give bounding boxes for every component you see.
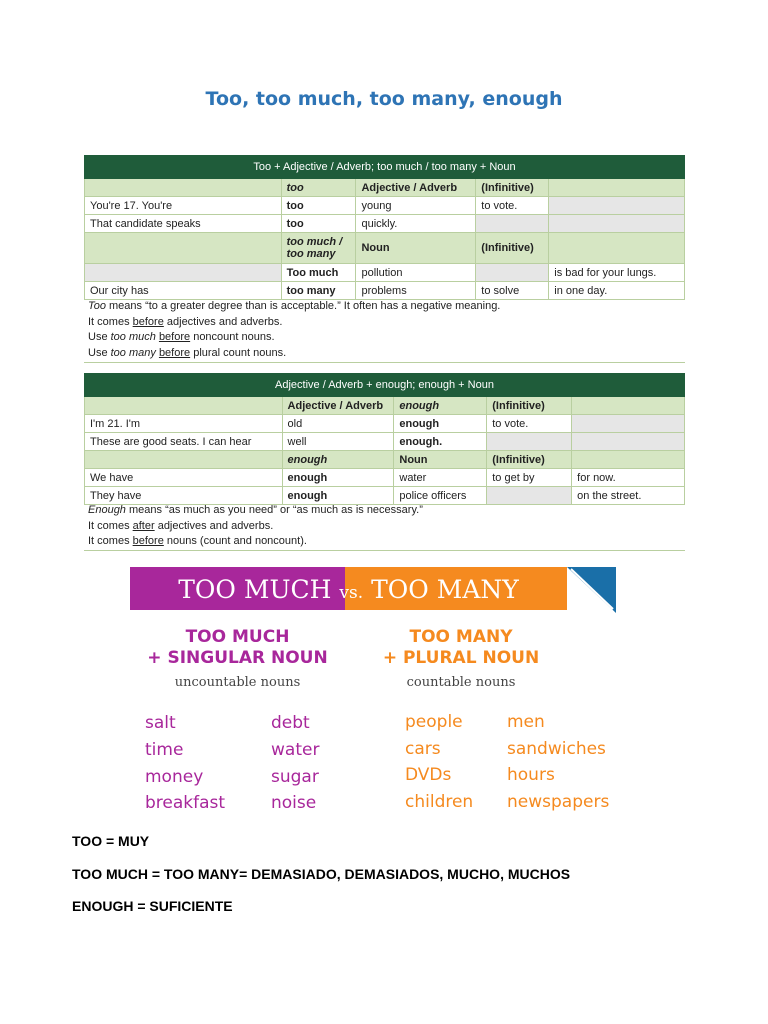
- table-header: Adjective / Adverb + enough; enough + Noun: [85, 374, 685, 397]
- countable-label: countable nouns: [406, 675, 516, 690]
- page-title: Too, too much, too many, enough: [205, 88, 563, 110]
- col-header: Noun: [394, 451, 487, 469]
- infographic-banner: TOO MUCH vs. TOO MANY: [178, 575, 519, 604]
- table-row: These are good seats. I can hear well enough.: [85, 433, 685, 451]
- noun-word: salt: [145, 713, 176, 733]
- noun-word: DVDs: [405, 765, 452, 785]
- col-header: enough: [394, 397, 487, 415]
- noun-word: money: [145, 767, 204, 787]
- translation-line: TOO = MUY: [72, 833, 150, 849]
- col-header: too much / too many: [281, 233, 356, 264]
- translation-line: ENOUGH = SUFICIENTE: [72, 898, 233, 914]
- enough-grammar-table: [84, 373, 685, 505]
- noun-word: newspapers: [507, 792, 610, 812]
- noun-word: hours: [507, 765, 555, 785]
- noun-word: time: [145, 740, 184, 760]
- noun-word: children: [405, 792, 474, 812]
- table-header: Too + Adjective / Adverb; too much / too many + Noun: [85, 156, 685, 179]
- divider: [84, 362, 685, 363]
- col-header: (Infinitive): [476, 179, 549, 197]
- col-header: Noun: [356, 233, 476, 264]
- col-header: (Infinitive): [487, 397, 572, 415]
- table-row: You're 17. You're too young to vote.: [85, 197, 685, 215]
- col-header: Adjective / Adverb: [356, 179, 476, 197]
- corner-triangle-icon: [567, 567, 616, 613]
- noun-word: noise: [271, 793, 317, 813]
- enough-notes: Enough means “as much as you need” or “as much as is necessary.” It comes after adjectives and adverbs. It comes before nouns (count and noncount).: [88, 504, 423, 547]
- table-row: That candidate speaks too quickly.: [85, 215, 685, 233]
- noun-word: water: [271, 740, 320, 760]
- noun-word: men: [507, 712, 545, 732]
- col-header: too: [281, 179, 356, 197]
- table-row: I'm 21. I'm old enough to vote.: [85, 415, 685, 433]
- noun-word: sugar: [271, 767, 319, 787]
- too-much-vs-too-many-infographic: [130, 567, 616, 822]
- uncountable-label: uncountable nouns: [174, 675, 301, 690]
- too-much-heading: TOO MUCH + SINGULAR NOUN: [147, 627, 328, 668]
- noun-word: sandwiches: [507, 739, 606, 759]
- noun-word: people: [405, 712, 463, 732]
- translation-line: TOO MUCH = TOO MANY= DEMASIADO, DEMASIADOS, MUCHO, MUCHOS: [72, 866, 571, 882]
- table-row: They have enough police officers on the street.: [85, 487, 685, 505]
- col-header: (Infinitive): [487, 451, 572, 469]
- too-notes: Too means “to a greater degree than is acceptable.” It often has a negative meaning. It comes before adjectives and adverbs. Use too much before noncount nouns. Use too many before plural count nouns.: [88, 300, 501, 359]
- table-row: We have enough water to get by for now.: [85, 469, 685, 487]
- table-row: Our city has too many problems to solve in one day.: [85, 282, 685, 300]
- noun-word: debt: [271, 713, 310, 733]
- col-header: enough: [282, 451, 394, 469]
- col-header: Adjective / Adverb: [282, 397, 394, 415]
- table-row: Too much pollution is bad for your lungs.: [85, 264, 685, 282]
- noun-word: cars: [405, 739, 441, 759]
- too-grammar-table: [84, 155, 685, 300]
- divider: [84, 550, 685, 551]
- noun-word: breakfast: [145, 793, 226, 813]
- col-header: (Infinitive): [476, 233, 549, 264]
- too-many-heading: TOO MANY + PLURAL NOUN: [382, 627, 540, 668]
